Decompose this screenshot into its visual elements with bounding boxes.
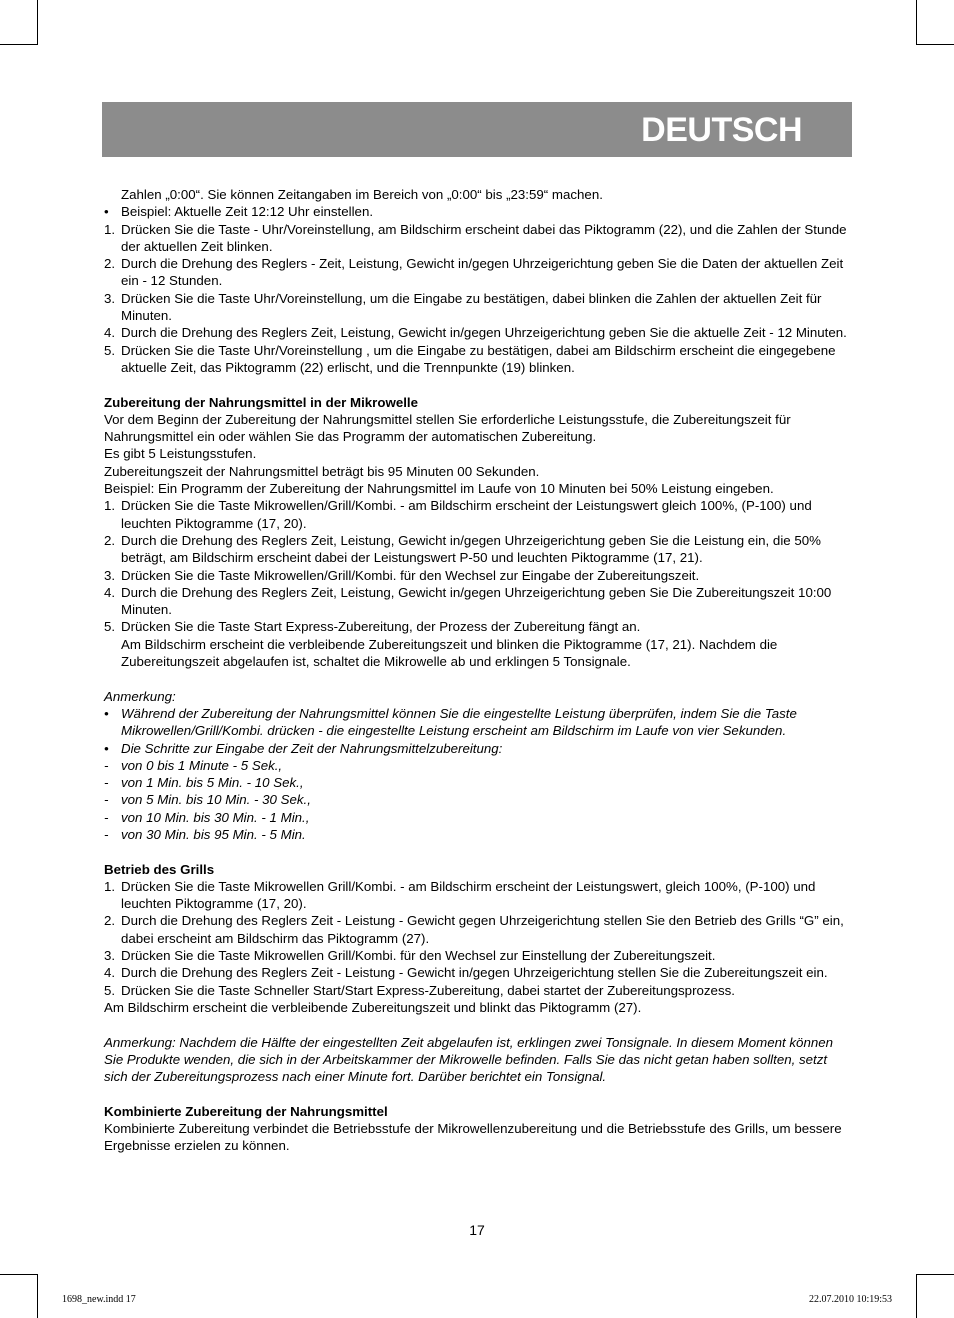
paragraph: Vor dem Beginn der Zubereitung der Nahrungsmittel stellen Sie erforderliche Leistungsstufe, die Zubereitungszeit für Nahrungsmittel ein oder wählen Sie das Programm der automatischen Zubereitung.: [104, 411, 791, 445]
crop-mark: [37, 1274, 38, 1318]
list-item: 4. Durch die Drehung des Reglers Zeit - Leistung - Gewicht in/gegen Uhrzeigerichtung stellen Sie die Zubereitungszeit ein.: [104, 965, 828, 981]
section-heading: Betrieb des Grills: [104, 861, 215, 877]
language-title: DEUTSCH: [641, 111, 802, 149]
note-paragraph: Anmerkung: Nachdem die Hälfte der eingestellten Zeit abgelaufen ist, erklingen zwei Tonsignale. In diesem Moment können Sie Produkte wenden, die sich in der Arbeitskammer der Mikrowelle befinden. Falls Sie das nicht getan haben sollten, setzt sich der Zubereitungsprozess nach einer Minute fort. Darüber berichtet ein Tonsignal.: [104, 1034, 834, 1085]
language-banner: [102, 102, 852, 157]
crop-mark: [916, 0, 917, 45]
page-number: 17: [469, 1222, 485, 1238]
list-item: - von 5 Min. bis 10 Min. - 30 Sek.,: [104, 792, 311, 808]
crop-mark: [0, 1274, 37, 1275]
paragraph: Zubereitungszeit der Nahrungsmittel beträgt bis 95 Minuten 00 Sekunden.: [104, 463, 540, 479]
list-item: 3. Drücken Sie die Taste Mikrowellen/Grill/Kombi. für den Wechsel zur Eingabe der Zubereitungszeit.: [104, 567, 700, 583]
list-item: • Während der Zubereitung der Nahrungsmittel können Sie die eingestellte Leistung überprüfen, indem Sie die Taste Mikrowellen/Grill/Kombi. drücken - die eingestellte Leistung erscheint am Bildschirm im Laufe von vier Sekunden.: [104, 705, 797, 739]
list-item: • Die Schritte zur Eingabe der Zeit der Nahrungsmittelzubereitung:: [104, 740, 503, 756]
crop-mark: [917, 1274, 954, 1275]
list-item: 2. Durch die Drehung des Reglers - Zeit, Leistung, Gewicht in/gegen Uhrzeigerichtung geben Sie die Daten der aktuellen Zeit ein - 12 Stunden.: [104, 256, 844, 289]
paragraph: Am Bildschirm erscheint die verbleibende Zubereitungszeit und blinken die Piktogramme (17, 21). Nachdem die Zubereitungszeit abgelaufen ist, schaltet die Mikrowelle ab und erklingen 5 Tonsignale.: [121, 636, 778, 670]
list-item: 2. Durch die Drehung des Reglers Zeit - Leistung - Gewicht gegen Uhrzeigerichtung stellen Sie den Betrieb des Grills “G” ein, dabei erscheint am Bildschirm das Piktogramm (27).: [104, 913, 844, 946]
continued-line: Zahlen „0:00“. Sie können Zeitangaben im Bereich von „0:00“ bis „23:59“ machen.: [121, 187, 603, 202]
date-slug: 22.07.2010 10:19:53: [808, 1294, 892, 1305]
crop-mark: [917, 44, 954, 45]
list-item: 4. Durch die Drehung des Reglers Zeit, Leistung, Gewicht in/gegen Uhrzeigerichtung geben Sie die aktuelle Zeit - 12 Minuten.: [104, 325, 847, 341]
list-item: 1. Drücken Sie die Taste Mikrowellen Grill/Kombi. - am Bildschirm erscheint der Leistungswert, gleich 100%, (P-100) und leuchten Piktogramme (17, 20).: [104, 878, 816, 912]
section-heading: Zubereitung der Nahrungsmittel in der Mikrowelle: [104, 394, 418, 410]
list-item: - von 1 Min. bis 5 Min. - 10 Sek.,: [104, 775, 304, 791]
list-item: 5. Drücken Sie die Taste Start Express-Zubereitung, der Prozess der Zubereitung fängt an.: [104, 619, 641, 635]
section-heading: Kombinierte Zubereitung der Nahrungsmittel: [104, 1103, 388, 1119]
list-item: 3. Drücken Sie die Taste Uhr/Voreinstellung, um die Eingabe zu bestätigen, dabei blinken die Zahlen der aktuellen Zeit für Minuten.: [104, 290, 822, 324]
list-item: • Beispiel: Aktuelle Zeit 12:12 Uhr einstellen.: [104, 204, 374, 220]
note-label: Anmerkung:: [104, 688, 176, 704]
list-item: 1. Drücken Sie die Taste Mikrowellen/Grill/Kombi. - am Bildschirm erscheint der Leistungswert gleich 100%, (P-100) und leuchten Piktogramme (17, 20).: [104, 498, 812, 531]
list-item: - von 10 Min. bis 30 Min. - 1 Min.,: [104, 809, 310, 825]
list-item: - von 0 bis 1 Minute - 5 Sek.,: [104, 757, 283, 773]
list-item: 5. Drücken Sie die Taste Schneller Start/Start Express-Zubereitung, dabei startet der Zubereitungsprozess.: [104, 982, 735, 998]
list-item: - von 30 Min. bis 95 Min. - 5 Min.: [104, 826, 306, 842]
paragraph: Beispiel: Ein Programm der Zubereitung der Nahrungsmittel im Laufe von 10 Minuten bei 50% Leistung eingeben.: [104, 481, 774, 497]
paragraph: Am Bildschirm erscheint die verbleibende Zubereitungszeit und blinkt das Piktogramm (27).: [104, 999, 642, 1015]
crop-mark: [0, 44, 37, 45]
list-item: 4. Durch die Drehung des Reglers Zeit, Leistung, Gewicht in/gegen Uhrzeigerichtung geben Sie Die Zubereitungszeit 10:00 Minuten.: [104, 584, 832, 618]
paragraph: Kombinierte Zubereitung verbindet die Betriebsstufe der Mikrowellenzubereitung und die Betriebsstufe des Grills, um bessere Ergebnisse erzielen zu können.: [104, 1121, 842, 1154]
list-item: 3. Drücken Sie die Taste Mikrowellen Grill/Kombi. für den Wechsel zur Einstellung der Zubereitungszeit.: [104, 948, 716, 964]
crop-mark: [916, 1274, 917, 1318]
list-item: 2. Durch die Drehung des Reglers Zeit, Leistung, Gewicht in/gegen Uhrzeigerichtung geben Sie die Leistung ein, die 50% beträgt, am Bildschirm erscheint dabei der Leistungswert P-50 und leuchten Piktogramme (17, 21).: [104, 532, 821, 566]
manual-content: [104, 186, 854, 1155]
crop-mark: [37, 0, 38, 45]
list-item: 5. Drücken Sie die Taste Uhr/Voreinstellung , um die Eingabe zu bestätigen, dabei am Bildschirm erscheint die eingegebene aktuelle Zeit, das Piktogramm (22) erlischt, und die Trennpunkte (19) blinken.: [104, 342, 836, 375]
file-slug: 1698_new.indd 17: [62, 1294, 136, 1305]
paragraph: Es gibt 5 Leistungsstufen.: [104, 446, 257, 462]
list-item: 1. Drücken Sie die Taste - Uhr/Voreinstellung, am Bildschirm erscheint dabei das Piktogramm (22), und die Zahlen der Stunde der aktuellen Zeit blinken.: [104, 221, 847, 254]
